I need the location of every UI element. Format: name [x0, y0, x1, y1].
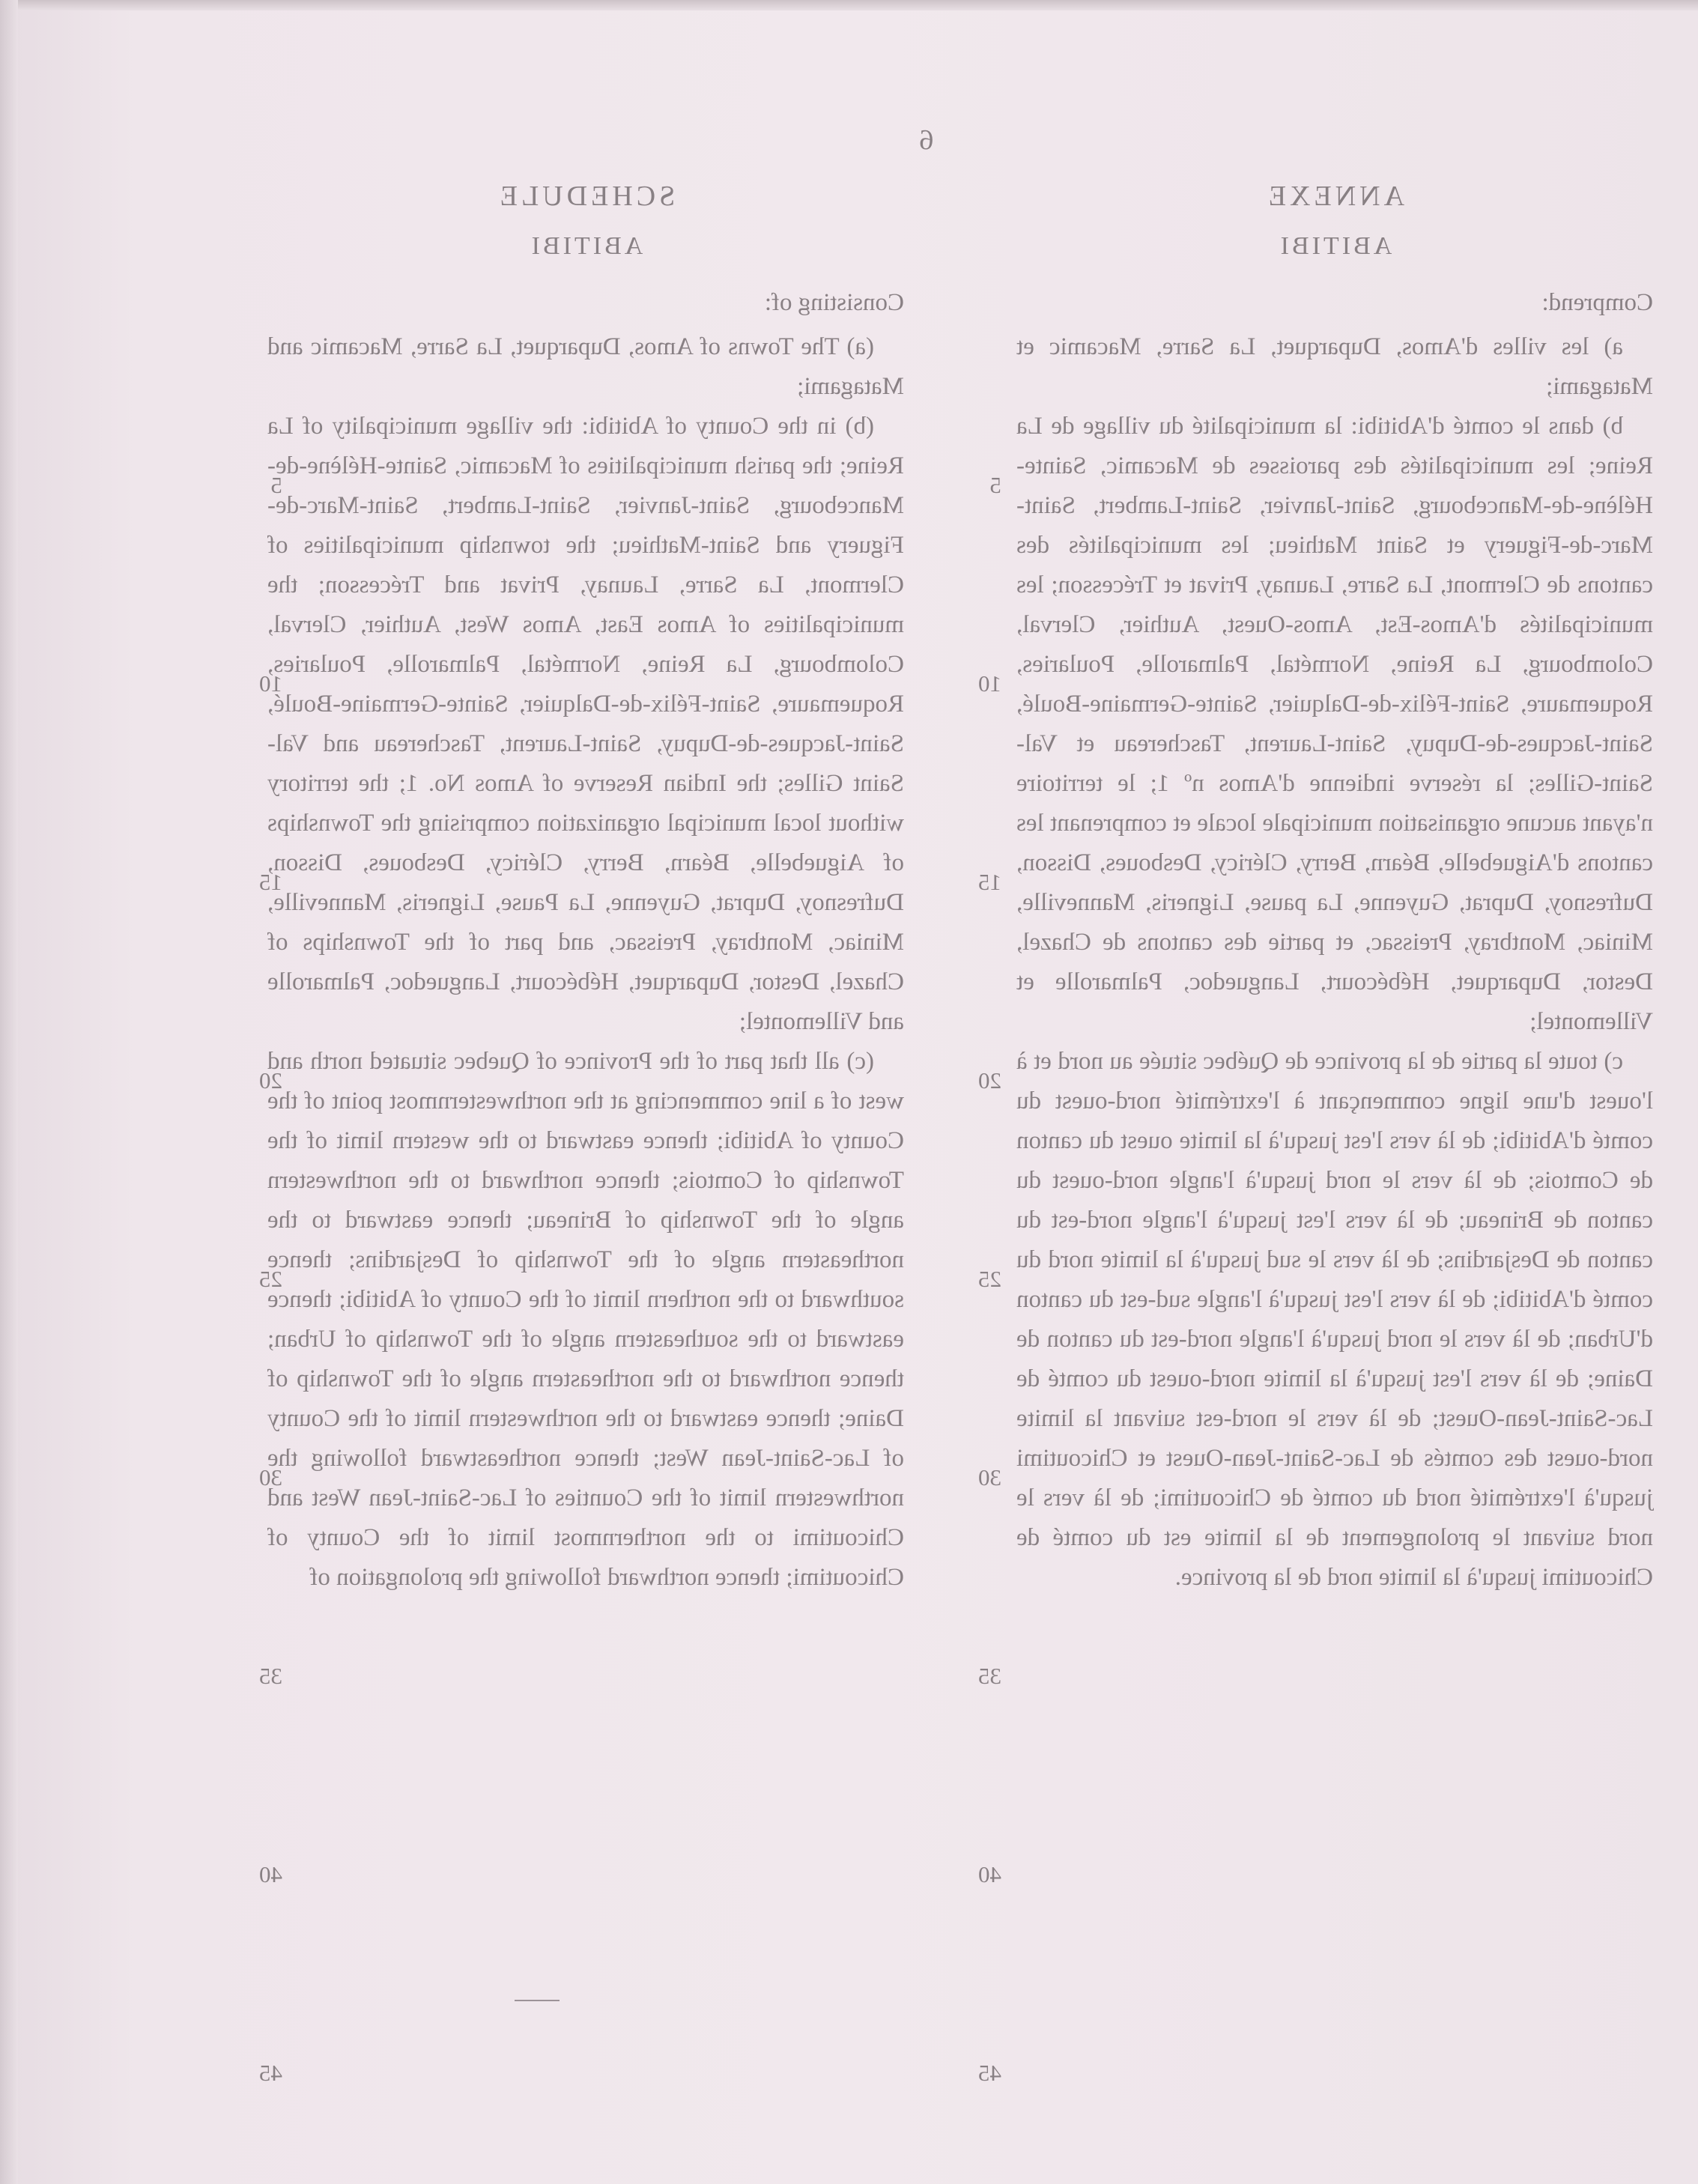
- annexe-intro: Comprend:: [1541, 289, 1653, 316]
- annexe-subheading: ABITIBI: [1277, 232, 1392, 260]
- line-number: 20: [978, 1067, 1001, 1093]
- page-number: 6: [919, 124, 934, 156]
- line-number: 10: [978, 670, 1001, 697]
- french-column: [1016, 180, 1653, 1598]
- annexe-paragraph-a: a) les villes d'Amos, Duparquet, La Sarre, Macamic et Matagami;: [1016, 333, 1653, 400]
- line-number: 45: [978, 2060, 1001, 2086]
- line-number: 40: [978, 1861, 1001, 1887]
- end-dash: [515, 2000, 560, 2001]
- line-number: 30: [978, 1464, 1001, 1490]
- schedule-subheading: ABITIBI: [528, 232, 643, 260]
- schedule-heading: SCHEDULE: [496, 181, 676, 212]
- annexe-paragraph-b: b) dans le comté d'Abitibi: la municipalité du village de La Reine; les municipalités des paroisses de Macamic, Sainte-Hélène-de-Mancebourg, Saint-Janvier, Saint-Lambert, Saint-Marc-de-Figuery et Saint Mathieu; les municipalités des cantons de Clermont, La Sarre, Launay, Privat et Trécesson; les municipalités d'Amos-Est, Amos-Ouest, Authier, Clerval, Colombourg, La Reine, Normétal, Palmarolle, Poularies, Roquemaure, Saint-Félix-de-Dalquier, Sainte-Germaine-Boulé, Saint-Jacques-de-Dupuy, Saint-Laurent, Taschereau et Val-Saint-Gilles; la réserve indienne d'Amos nº 1; le territoire n'ayant aucune organisation municipale locale et comprenant les cantons d'Aiguebelle, Béarn, Berry, Cléricy, Desboues, Disson, Dufresnoy, Duprat, Guyenne, La pause, Ligneris, Manneville, Miniac, Montbray, Preissac, et partie des cantons de Chazel, Destor, Duparquet, Hébécourt, Languedoc, Palmarolle et Villemontel;: [1016, 413, 1653, 1035]
- line-number: 30: [259, 1464, 282, 1490]
- schedule-paragraph-b: (b) in the County of Abitibi: the village municipality of La Reine; the parish municipalities of Macamic, Sainte-Hélène-de-Mancebourg, Saint-Janvier, Saint-Lambert, Saint-Marc-de-Figuery and Saint-Mathieu; the township municipalities of Clermont, La Sarre, Launay, Privat and Trécesson; the municipalities of Amos East, Amos West, Authier, Clerval, Colombourg, La Reine, Normétal, Palmarolle, Poularies, Roquemaure, Saint-Félix-de-Dalquier, Sainte-Germaine-Boulé, Saint-Jacques-de-Dupuy, Saint-Laurent, Taschereau and Val-Saint Gilles; the Indian Reserve of Amos No. 1; the territory without local municipal organization comprising the Townships of Aiguebelle, Béarn, Berry, Cléricy, Desboues, Disson, Dufresnoy, Duprat, Guyenne, La Pause, Ligneris, Manneville, Miniac, Montbray, Preissac, and part of the Townships of Chazel, Destor, Duparquet, Hébécourt, Languedoc, Palmarolle and Villemontel;: [267, 413, 904, 1035]
- english-column: [267, 180, 904, 1598]
- schedule-body: [267, 327, 904, 1598]
- line-number: 45: [259, 2060, 282, 2086]
- schedule-paragraph-c: (c) all that part of the Province of Quebec situated north and west of a line commencing at the northwesternmost point of the County of Abitibi; thence eastward to the western limit of the Township of Comtois; thence northward to the northwestern angle of the Township of Brineau; thence eastward to the northeastern angle of the Township of Desjardins; thence southward to the northern limit of the County of Abitibi; thence eastward to the southeastern angle of the Township of Urban; thence northward to the northeastern angle of the Township of Daine; thence eastward to the northwestern limit of the County of Lac-Saint-Jean West; thence northeastward following the northwestern limit of the Counties of Lac-Saint-Jean West and Chicoutimi to the northernmost limit of the County of Chicoutimi; thence northward following the prolongation of: [267, 1048, 904, 1591]
- schedule-paragraph-a: (a) The Towns of Amos, Duparquet, La Sarre, Macamic and Matagami;: [267, 333, 904, 400]
- line-number: 35: [978, 1663, 1001, 1689]
- annexe-heading: ANNEXE: [1264, 181, 1405, 212]
- line-number: 40: [259, 1861, 282, 1887]
- line-number: 15: [259, 869, 282, 895]
- line-number: 25: [978, 1266, 1001, 1292]
- annexe-paragraph-c: c) toute la partie de la province de Québec située au nord et à l'ouest d'une ligne commençant à l'extrémité nord-ouest du comté d'Abitibi; de là vers l'est jusqu'à la limite ouest du canton de Comtois; de là vers le nord jusqu'à l'angle nord-ouest du canton de Brineau; de là vers l'est jusqu'à l'angle nord-est du canton de Desjardins; de là vers le sud jusqu'à la limite nord du comté d'Abitibi; de là vers l'est jusqu'à l'angle sud-est du canton d'Urban; de là vers le nord jusqu'à l'angle nord-est du canton de Daine; de là vers l'est jusqu'à la limite nord-ouest du comté de Lac-Saint-Jean-Ouest; de là vers le nord-est suivant la limite nord-ouest des comtés de Lac-Saint-Jean-Ouest et Chicoutimi jusqu'à l'extrémité nord du comté de Chicoutimi; de là vers le nord suivant le prolongement de la limite est du comté de Chicoutimi jusqu'à la limite nord de la province.: [1016, 1048, 1653, 1591]
- annexe-body: [1016, 327, 1653, 1598]
- line-number: 35: [259, 1663, 282, 1689]
- line-number: 10: [259, 670, 282, 697]
- line-number: 20: [259, 1067, 282, 1093]
- schedule-intro: Consisting of:: [764, 289, 904, 316]
- line-number: 25: [259, 1266, 282, 1292]
- line-number: 15: [978, 869, 1001, 895]
- line-number: 5: [270, 472, 282, 498]
- line-number: 5: [989, 472, 1001, 498]
